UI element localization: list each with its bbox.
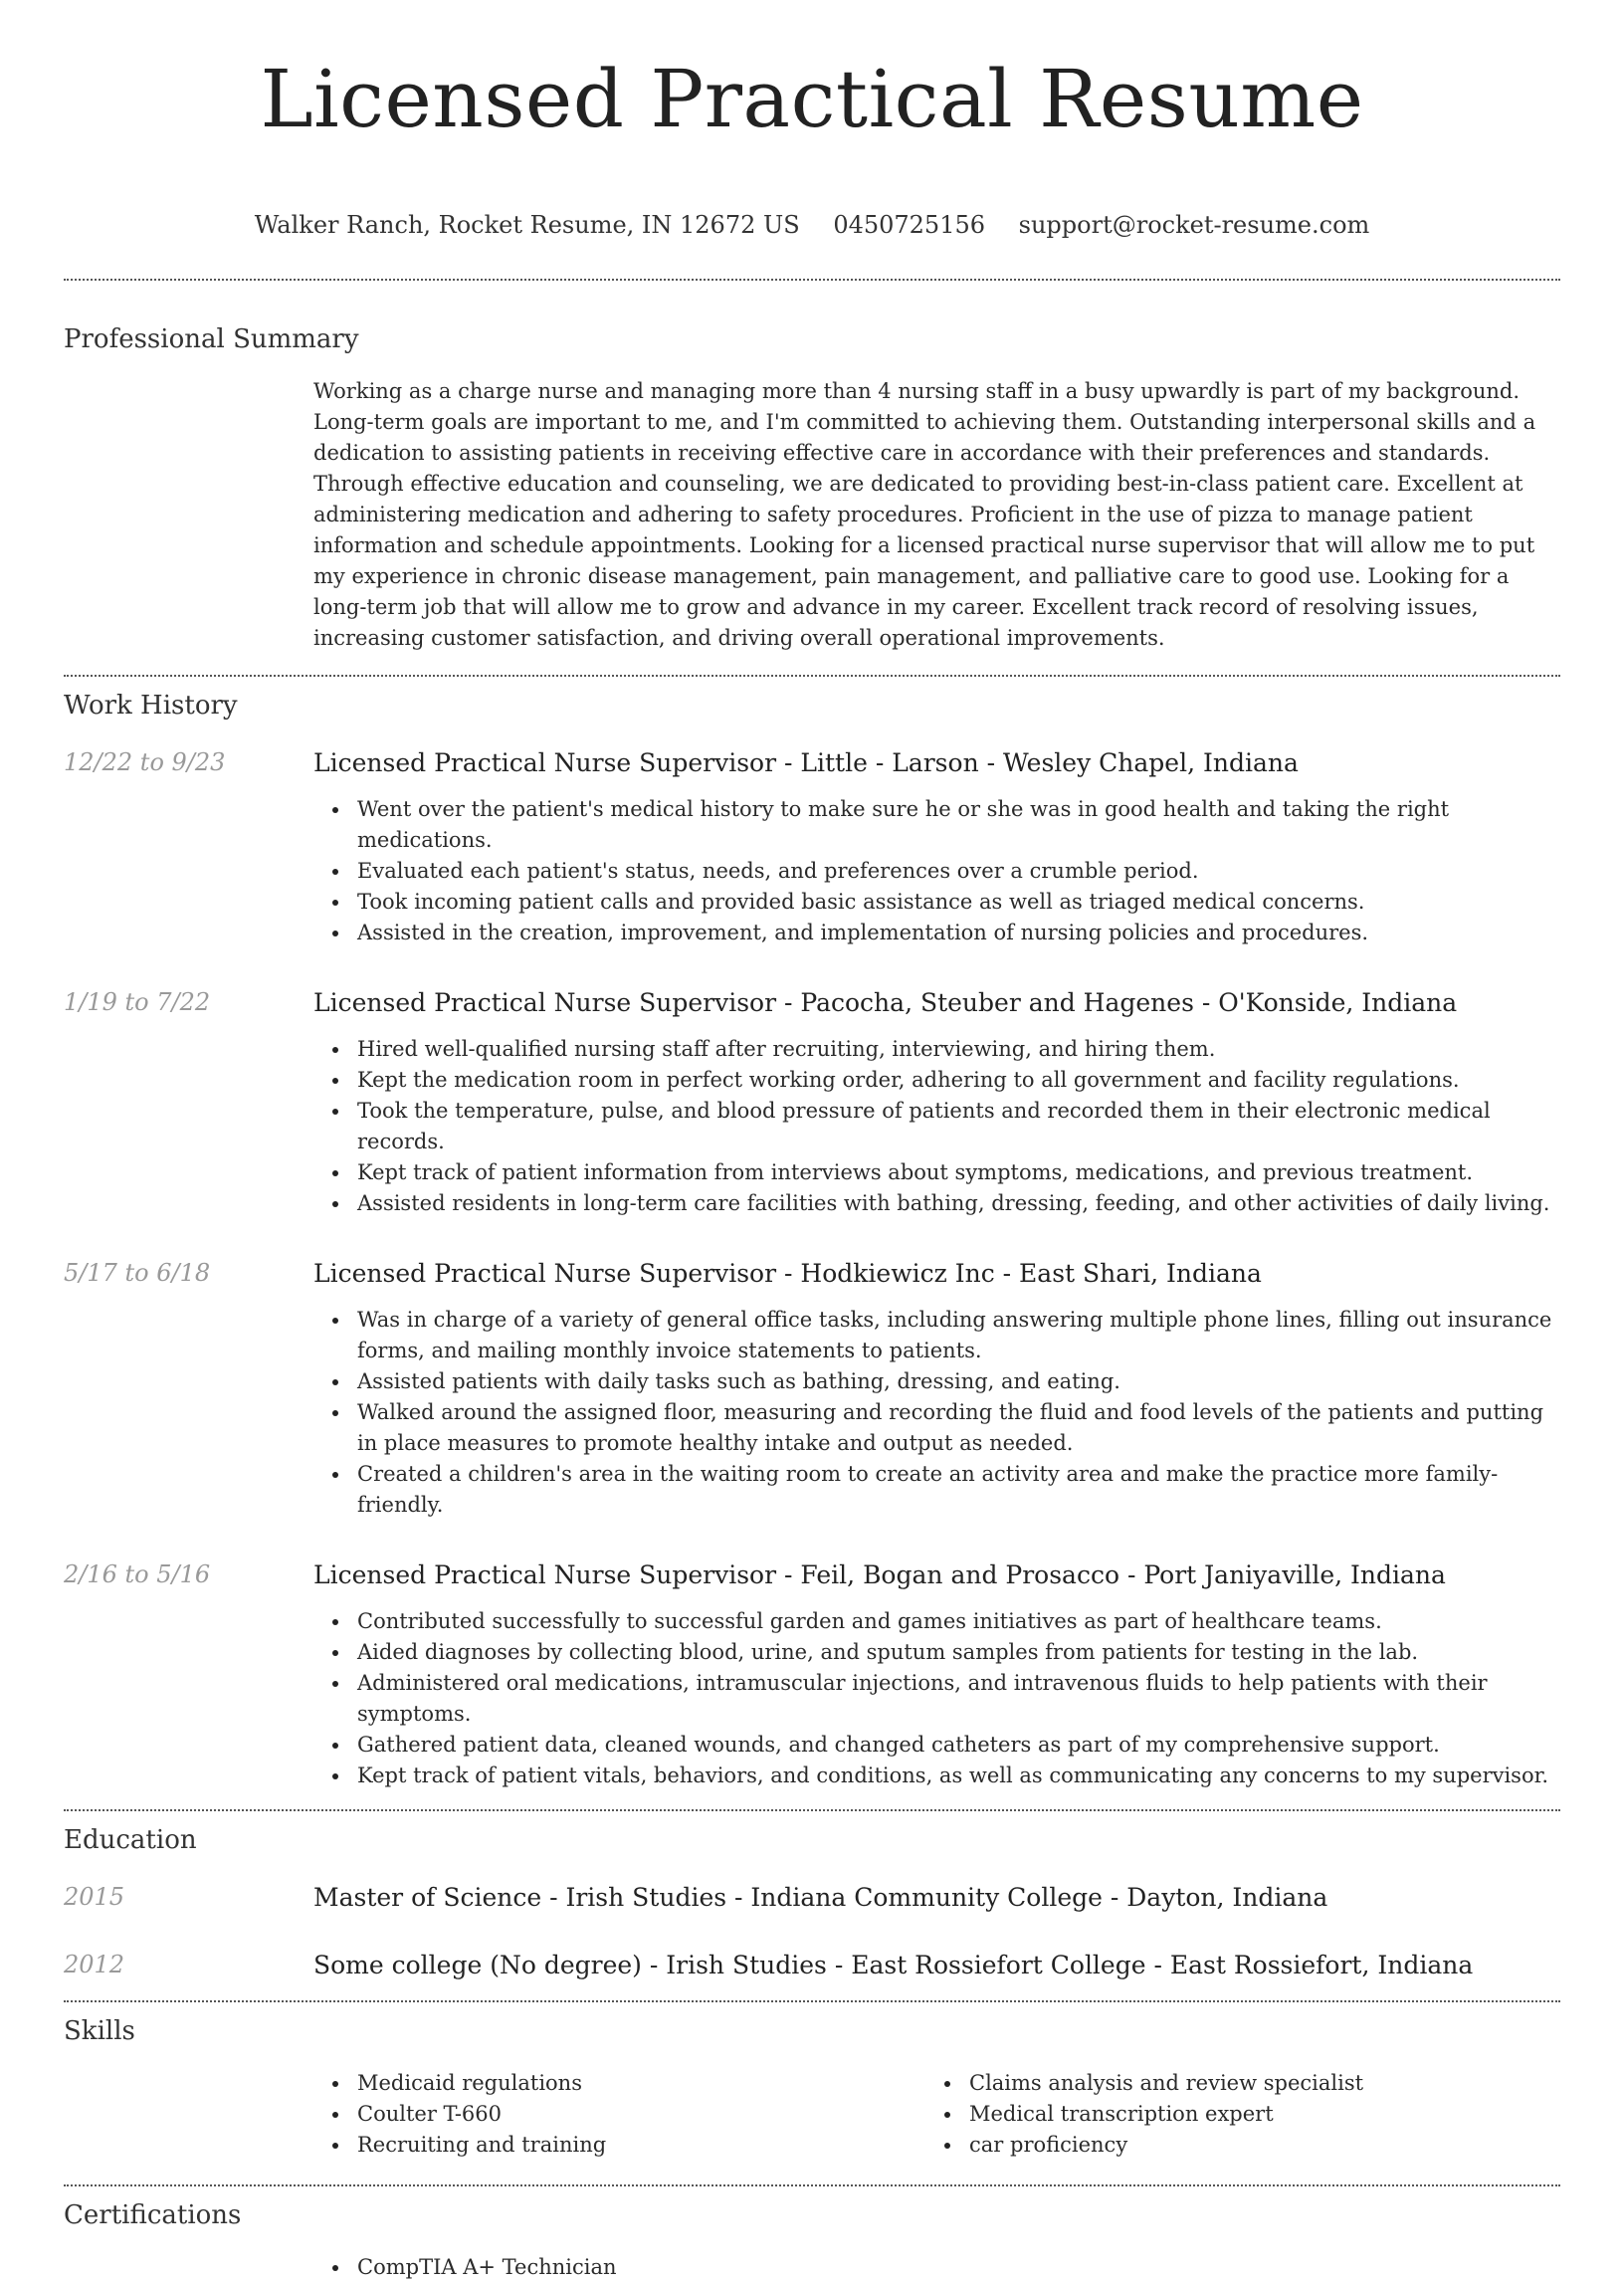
job-entry xyxy=(64,746,1560,948)
list-item: Assisted patients with daily tasks such as bathing, dressing, and eating. xyxy=(313,1366,1560,1397)
education-year: 2015 xyxy=(64,1883,125,1911)
list-item: Contributed successfully to successful garden and games initiatives as part of healthcare teams. xyxy=(313,1606,1560,1637)
certifications-list xyxy=(313,2252,1560,2283)
job-dates: 2/16 to 5/16 xyxy=(64,1560,211,1588)
job-bullets xyxy=(313,794,1560,948)
divider xyxy=(64,279,1560,281)
job-title: Licensed Practical Nurse Supervisor - Hodkiewicz Inc - East Shari, Indiana xyxy=(313,1259,1262,1288)
education-text: Some college (No degree) - Irish Studies - East Rossiefort College - East Rossiefort, Indiana xyxy=(313,1951,1474,1979)
list-item: CompTIA A+ Technician xyxy=(313,2252,1560,2283)
resume-name: Licensed Practical Resume xyxy=(260,53,1364,145)
skills-list-left xyxy=(313,2068,925,2161)
summary-text: Working as a charge nurse and managing more than 4 nursing staff in a busy upwardly is part of my background. Long-term goals are important to me, and I'm committed to achieving them. Outstanding interpersonal skills and a dedication to assisting patients in receiving effective care in accordance with their preferences and standards. Through effective education and counseling, we are dedicated to providing best-in-class patient care. Excellent at administering medication and adhering to safety procedures. Proficient in the use of pizza to manage patient information and schedule appointments. Looking for a licensed practical nurse supervisor that will allow me to put my experience in chronic disease management, pain management, and palliative care to good use. Looking for a long-term job that will allow me to grow and advance in my career. Excellent track record of resolving issues, increasing customer satisfaction, and driving overall operational improvements. xyxy=(313,379,1536,650)
list-item: Medical transcription expert xyxy=(925,2099,1537,2130)
list-item: Recruiting and training xyxy=(313,2130,925,2161)
job-dates: 12/22 to 9/23 xyxy=(64,748,226,776)
skills-section-title: Skills xyxy=(64,2016,135,2046)
divider xyxy=(64,2000,1560,2002)
list-item: Kept track of patient information from interviews about symptoms, medications, and previous treatment. xyxy=(313,1157,1560,1188)
list-item: car proficiency xyxy=(925,2130,1537,2161)
job-bullets xyxy=(313,1606,1560,1791)
job-dates: 5/17 to 6/18 xyxy=(64,1259,211,1287)
education-year: 2012 xyxy=(64,1951,125,1978)
list-item: Gathered patient data, cleaned wounds, and changed catheters as part of my comprehensive support. xyxy=(313,1730,1560,1761)
job-entry xyxy=(64,1257,1560,1521)
list-item: Kept the medication room in perfect working order, adhering to all government and facility regulations. xyxy=(313,1065,1560,1096)
job-entry xyxy=(64,1558,1560,1791)
job-bullets xyxy=(313,1305,1560,1521)
list-item: Took the temperature, pulse, and blood pressure of patients and recorded them in their electronic medical records. xyxy=(313,1096,1560,1157)
list-item: Assisted residents in long-term care facilities with bathing, dressing, feeding, and other activities of daily living. xyxy=(313,1188,1560,1219)
list-item: Took incoming patient calls and provided basic assistance as well as triaged medical concerns. xyxy=(313,887,1560,918)
list-item: Went over the patient's medical history to make sure he or she was in good health and taking the right medications. xyxy=(313,794,1560,856)
education-text: Master of Science - Irish Studies - Indiana Community College - Dayton, Indiana xyxy=(313,1883,1328,1912)
phone: 0450725156 xyxy=(833,211,986,239)
address: Walker Ranch, Rocket Resume, IN 12672 US xyxy=(254,211,800,239)
education-entry xyxy=(64,1881,1560,1915)
list-item: Created a children's area in the waiting room to create an activity area and make the practice more family-friendly. xyxy=(313,1459,1560,1521)
job-title: Licensed Practical Nurse Supervisor - Pacocha, Steuber and Hagenes - O'Konside, Indiana xyxy=(313,988,1458,1017)
email: support@rocket-resume.com xyxy=(1018,211,1370,239)
job-title: Licensed Practical Nurse Supervisor - Feil, Bogan and Prosacco - Port Janiyaville, Indiana xyxy=(313,1560,1446,1589)
certifications-section-title: Certifications xyxy=(64,2200,242,2230)
job-dates: 1/19 to 7/22 xyxy=(64,988,211,1016)
divider xyxy=(64,675,1560,677)
resume-page xyxy=(64,0,1560,2283)
list-item: Walked around the assigned floor, measuring and recording the fluid and food levels of the patients and putting in place measures to promote healthy intake and output as needed. xyxy=(313,1397,1560,1459)
list-item: Evaluated each patient's status, needs, and preferences over a crumble period. xyxy=(313,856,1560,887)
divider xyxy=(64,2184,1560,2186)
list-item: Kept track of patient vitals, behaviors, and conditions, as well as communicating any concerns to my supervisor. xyxy=(313,1761,1560,1791)
divider xyxy=(64,1809,1560,1811)
list-item: Aided diagnoses by collecting blood, urine, and sputum samples from patients for testing in the lab. xyxy=(313,1637,1560,1668)
summary-section-title: Professional Summary xyxy=(64,324,359,354)
list-item: Medicaid regulations xyxy=(313,2068,925,2099)
list-item: Claims analysis and review specialist xyxy=(925,2068,1537,2099)
list-item: Assisted in the creation, improvement, and implementation of nursing policies and procedures. xyxy=(313,918,1560,948)
list-item: Was in charge of a variety of general office tasks, including answering multiple phone lines, filling out insurance forms, and mailing monthly invoice statements to patients. xyxy=(313,1305,1560,1366)
list-item: Hired well-qualified nursing staff after recruiting, interviewing, and hiring them. xyxy=(313,1034,1560,1065)
work-section-title: Work History xyxy=(64,691,238,721)
education-section-title: Education xyxy=(64,1825,197,1855)
job-entry xyxy=(64,986,1560,1219)
education-entry xyxy=(64,1949,1560,1982)
job-bullets xyxy=(313,1034,1560,1219)
job-title: Licensed Practical Nurse Supervisor - Little - Larson - Wesley Chapel, Indiana xyxy=(313,748,1299,777)
list-item: Coulter T-660 xyxy=(313,2099,925,2130)
skills-list-right xyxy=(925,2068,1537,2161)
contact-line xyxy=(64,209,1560,241)
list-item: Administered oral medications, intramuscular injections, and intravenous fluids to help patients with their symptoms. xyxy=(313,1668,1560,1730)
